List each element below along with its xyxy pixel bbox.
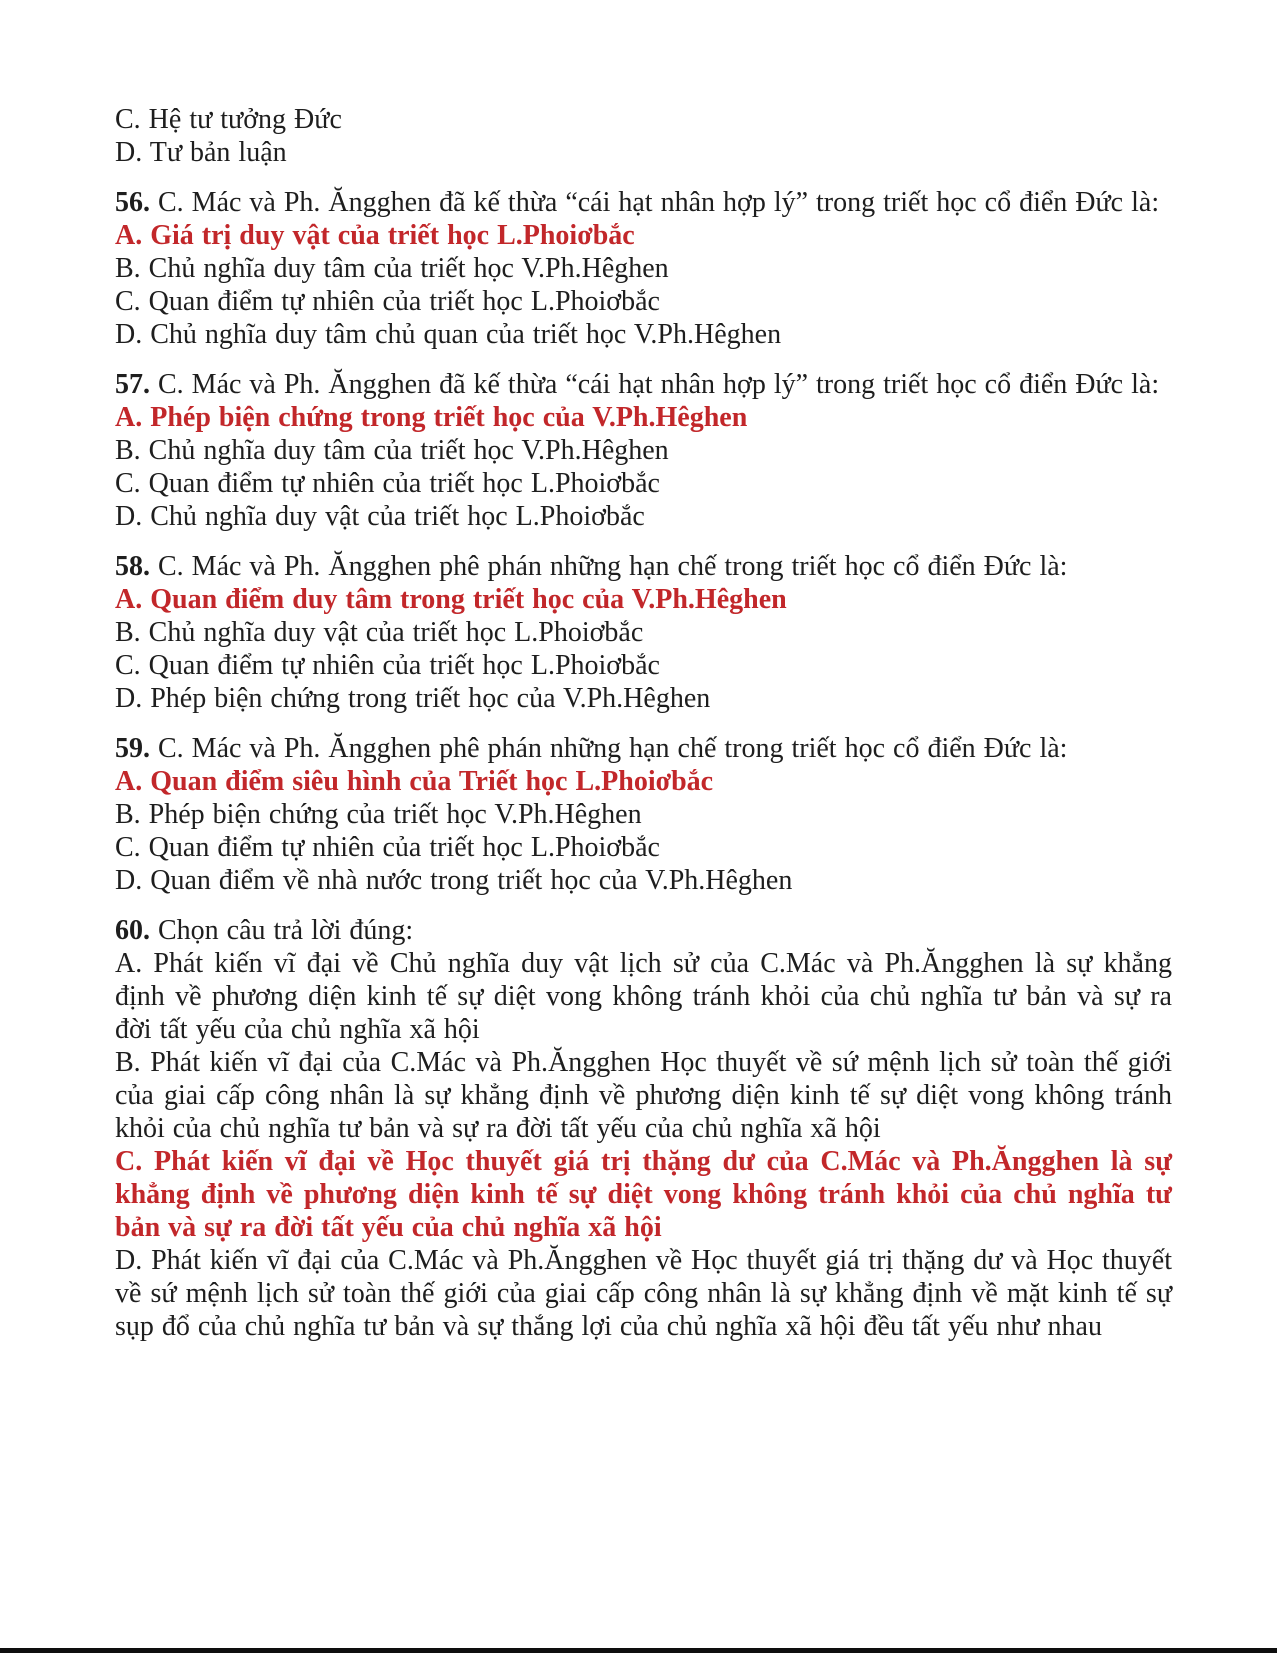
question-59-stem xyxy=(115,732,1172,765)
question-56-stem xyxy=(115,186,1172,219)
question-59-stem-text: C. Mác và Ph. Ăngghen phê phán những hạn chế trong triết học cổ điển Đức là: xyxy=(158,733,1068,764)
question-59-number: 59. xyxy=(115,733,150,764)
question-58-option-c: C. Quan điểm tự nhiên của triết học L.Phoiơbắc xyxy=(115,650,660,681)
question-60-number: 60. xyxy=(115,915,150,946)
question-58-stem-text: C. Mác và Ph. Ăngghen phê phán những hạn chế trong triết học cổ điển Đức là: xyxy=(158,551,1068,582)
question-57-number: 57. xyxy=(115,369,150,400)
question-59-option-c: C. Quan điểm tự nhiên của triết học L.Phoiơbắc xyxy=(115,832,660,863)
question-59-option-d: D. Quan điểm về nhà nước trong triết học của V.Ph.Hêghen xyxy=(115,865,793,896)
carryover-option-d: D. Tư bản luận xyxy=(115,137,287,168)
question-58-option-b: B. Chủ nghĩa duy vật của triết học L.Phoiơbắc xyxy=(115,617,644,648)
question-57-option-d: D. Chủ nghĩa duy vật của triết học L.Phoiơbắc xyxy=(115,501,645,532)
carryover-options-block xyxy=(115,103,1172,169)
quiz-page-content xyxy=(115,103,1172,1343)
question-60-option-d: D. Phát kiến vĩ đại của C.Mác và Ph.Ăngghen về Học thuyết giá trị thặng dư và Học thuyết về sứ mệnh lịch sử toàn thế giới của giai cấp công nhân là sự khẳng định về mặt kinh tế sự sụp đổ của chủ nghĩa tư bản và sự thắng lợi của chủ nghĩa xã hội đều tất yếu như nhau xyxy=(115,1245,1172,1342)
question-56-option-d: D. Chủ nghĩa duy tâm chủ quan của triết học V.Ph.Hêghen xyxy=(115,319,782,350)
question-60 xyxy=(115,914,1172,1343)
question-59 xyxy=(115,732,1172,897)
question-58-option-a: A. Quan điểm duy tâm trong triết học của V.Ph.Hêghen xyxy=(115,584,787,615)
question-59-option-b: B. Phép biện chứng của triết học V.Ph.Hêghen xyxy=(115,799,642,830)
question-60-option-b: B. Phát kiến vĩ đại của C.Mác và Ph.Ăngghen Học thuyết về sứ mệnh lịch sử toàn thế giới của giai cấp công nhân là sự khẳng định về phương diện kinh tế sự diệt vong không tránh khỏi của chủ nghĩa tư bản và sự ra đời tất yếu của chủ nghĩa xã hội xyxy=(115,1047,1172,1144)
question-60-option-a: A. Phát kiến vĩ đại về Chủ nghĩa duy vật lịch sử của C.Mác và Ph.Ăngghen là sự khẳng định về phương diện kinh tế sự diệt vong không tránh khỏi của chủ nghĩa tư bản và sự ra đời tất yếu của chủ nghĩa xã hội xyxy=(115,948,1172,1045)
question-60-stem-text: Chọn câu trả lời đúng: xyxy=(158,915,414,946)
question-57-option-a: A. Phép biện chứng trong triết học của V.Ph.Hêghen xyxy=(115,402,748,433)
question-56 xyxy=(115,186,1172,351)
question-58 xyxy=(115,550,1172,715)
question-58-option-d: D. Phép biện chứng trong triết học của V.Ph.Hêghen xyxy=(115,683,711,714)
question-57-option-c: C. Quan điểm tự nhiên của triết học L.Phoiơbắc xyxy=(115,468,660,499)
question-56-number: 56. xyxy=(115,187,150,218)
question-57-stem xyxy=(115,368,1172,401)
question-58-stem xyxy=(115,550,1172,583)
question-56-option-a: A. Giá trị duy vật của triết học L.Phoiơbắc xyxy=(115,220,635,251)
question-57 xyxy=(115,368,1172,533)
question-56-stem-text: C. Mác và Ph. Ăngghen đã kế thừa “cái hạt nhân hợp lý” trong triết học cổ điển Đức là: xyxy=(158,187,1160,218)
question-60-stem xyxy=(115,914,1172,947)
carryover-option-c: C. Hệ tư tưởng Đức xyxy=(115,104,342,135)
question-57-stem-text: C. Mác và Ph. Ăngghen đã kế thừa “cái hạt nhân hợp lý” trong triết học cổ điển Đức là: xyxy=(158,369,1160,400)
question-60-option-c: C. Phát kiến vĩ đại về Học thuyết giá trị thặng dư của C.Mác và Ph.Ăngghen là sự khẳng định về phương diện kinh tế sự diệt vong không tránh khỏi của chủ nghĩa tư bản và sự ra đời tất yếu của chủ nghĩa xã hội xyxy=(115,1146,1172,1243)
question-56-option-b: B. Chủ nghĩa duy tâm của triết học V.Ph.Hêghen xyxy=(115,253,669,284)
question-57-option-b: B. Chủ nghĩa duy tâm của triết học V.Ph.Hêghen xyxy=(115,435,669,466)
question-58-number: 58. xyxy=(115,551,150,582)
question-56-option-c: C. Quan điểm tự nhiên của triết học L.Phoiơbắc xyxy=(115,286,660,317)
scan-edge-bar xyxy=(0,1648,1277,1653)
question-59-option-a: A. Quan điểm siêu hình của Triết học L.Phoiơbắc xyxy=(115,766,714,797)
